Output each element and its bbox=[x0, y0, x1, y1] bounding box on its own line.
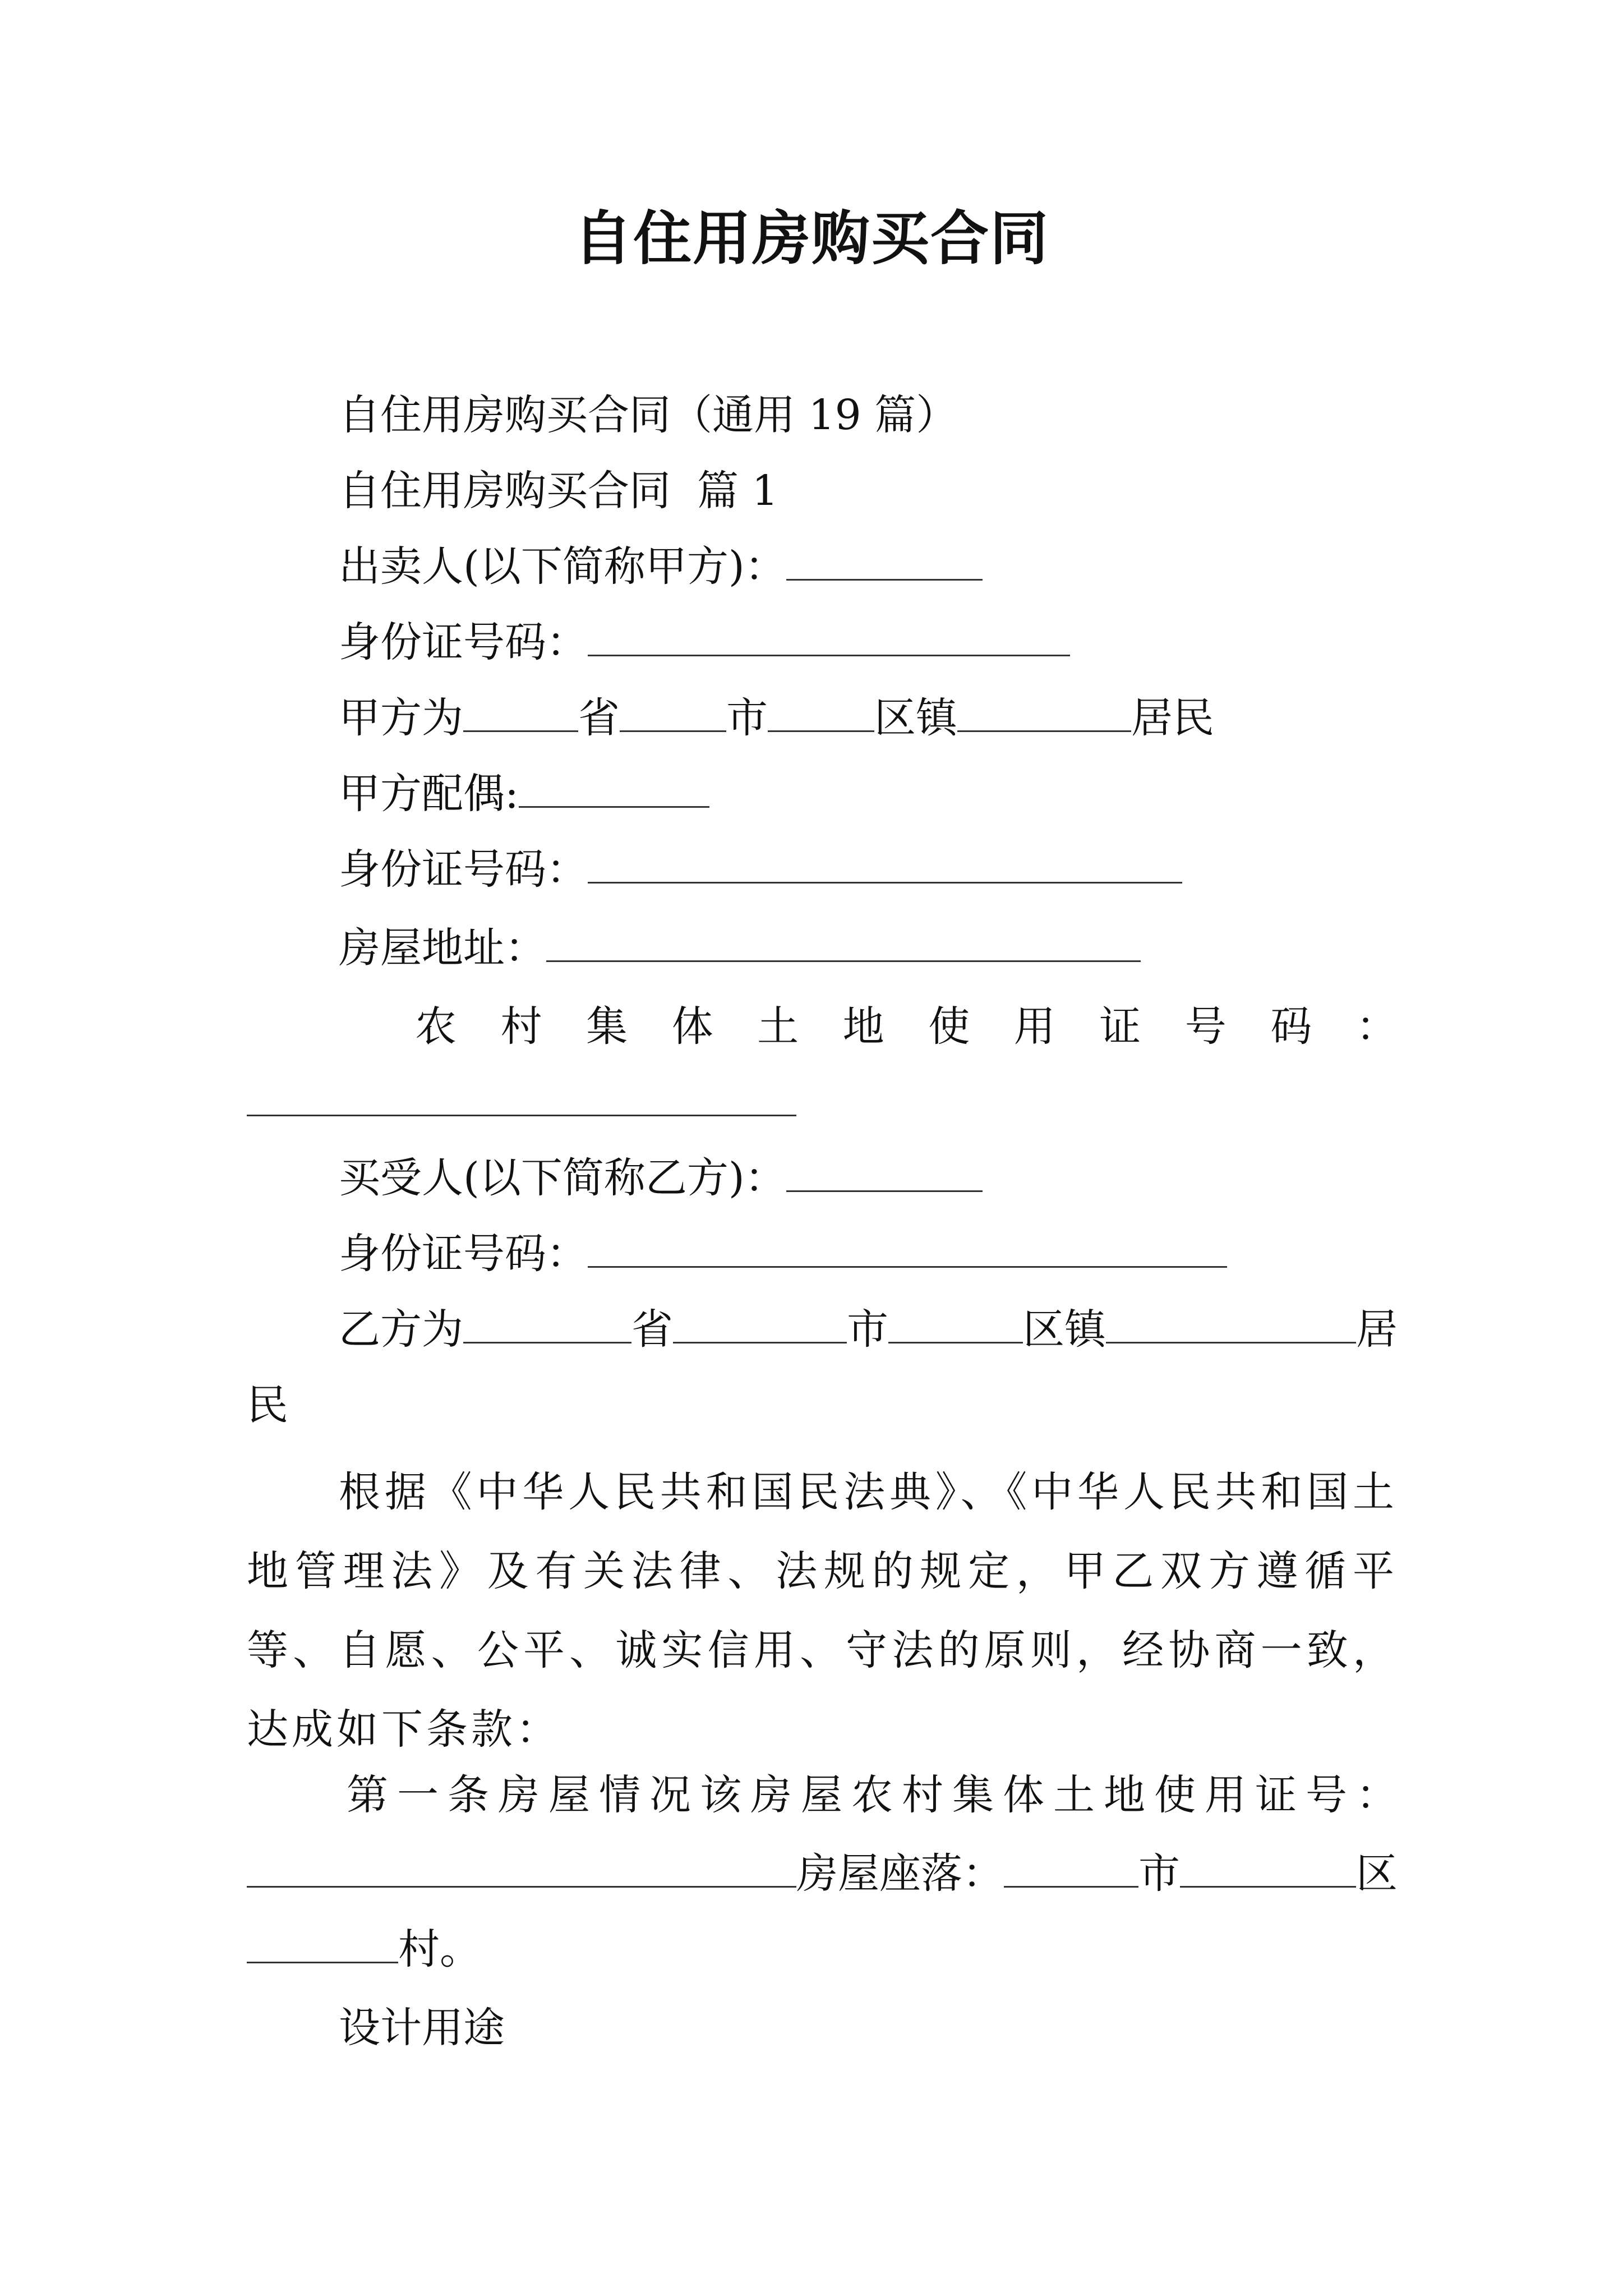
buyer-line bbox=[339, 1150, 983, 1206]
seller-label: 出卖人(以下简称甲方)： bbox=[339, 542, 786, 591]
spouse-label: 甲方配偶: bbox=[339, 770, 519, 818]
party-b-city-blank[interactable] bbox=[673, 1307, 847, 1343]
buyer-id-label: 身份证号码： bbox=[339, 1230, 588, 1278]
land-cert-char: ： bbox=[1355, 1002, 1398, 1051]
party-b-province-label: 省 bbox=[631, 1305, 673, 1354]
article1-cert-blank[interactable] bbox=[247, 1851, 796, 1888]
party-a-province-label: 省 bbox=[578, 694, 620, 742]
article1-district-blank[interactable] bbox=[1180, 1851, 1356, 1888]
seller-id-line bbox=[339, 614, 1070, 670]
party-b-province-blank[interactable] bbox=[463, 1307, 631, 1343]
party-a-district-blank[interactable] bbox=[768, 696, 874, 732]
spouse-line bbox=[339, 766, 709, 822]
house-address-label: 房屋地址： bbox=[339, 924, 546, 972]
house-address-line bbox=[339, 920, 1141, 976]
seller-line bbox=[339, 539, 983, 595]
party-a-town-blank[interactable] bbox=[957, 696, 1131, 732]
party-b-resident-label-1: 居 bbox=[1356, 1305, 1398, 1354]
party-b-district-blank[interactable] bbox=[888, 1307, 1023, 1343]
buyer-label: 买受人(以下简称乙方)： bbox=[339, 1154, 786, 1202]
land-cert-char: 农 bbox=[415, 1002, 457, 1051]
section-heading: 自住用房购买合同 篇 1 bbox=[339, 467, 778, 515]
buyer-id-blank[interactable] bbox=[588, 1231, 1227, 1268]
house-address-blank[interactable] bbox=[546, 926, 1141, 962]
article1-city-label: 市 bbox=[1138, 1849, 1180, 1898]
land-cert-number-blank[interactable] bbox=[247, 1080, 796, 1116]
land-cert-char: 码 bbox=[1270, 1002, 1312, 1051]
party-b-district-label: 区镇 bbox=[1023, 1305, 1106, 1354]
article1-village-label: 村。 bbox=[398, 1925, 481, 1973]
land-cert-char: 使 bbox=[928, 1002, 970, 1051]
land-cert-blank-line bbox=[247, 1074, 796, 1130]
spouse-id-label: 身份证号码： bbox=[339, 845, 588, 894]
seller-name-blank[interactable] bbox=[786, 544, 983, 581]
spouse-id-blank[interactable] bbox=[588, 847, 1182, 884]
seller-id-label: 身份证号码： bbox=[339, 618, 588, 666]
seller-id-blank[interactable] bbox=[588, 620, 1070, 656]
land-cert-char: 地 bbox=[842, 1002, 884, 1051]
party-a-city-blank[interactable] bbox=[620, 696, 726, 732]
party-b-location-line bbox=[339, 1301, 1398, 1358]
design-use-label: 设计用途 bbox=[339, 2004, 505, 2052]
party-a-district-label: 区镇 bbox=[874, 694, 957, 742]
spouse-name-blank[interactable] bbox=[519, 771, 709, 808]
article1-line1 bbox=[347, 1767, 1407, 1823]
party-a-resident-label: 居民 bbox=[1131, 694, 1214, 742]
article1-city-blank[interactable] bbox=[1004, 1851, 1138, 1888]
article1-location-label: 房屋座落： bbox=[796, 1849, 1004, 1898]
land-cert-char: 土 bbox=[757, 1002, 799, 1051]
party-b-resident-label-2: 民 bbox=[247, 1381, 288, 1429]
article1-village-blank[interactable] bbox=[247, 1927, 398, 1963]
land-cert-char: 用 bbox=[1013, 1002, 1055, 1051]
party-b-city-label: 市 bbox=[847, 1305, 888, 1354]
article1-district-label: 区 bbox=[1356, 1849, 1398, 1898]
preamble-paragraph: 根据《中华人民共和国民法典》、《中华人民共和国土地管理法》及有关法律、法规的规定，甲乙双方遵循平等、自愿、公平、诚实信用、守法的原则，经协商一致，达成如下条款： bbox=[247, 1468, 1398, 1754]
land-cert-char: 证 bbox=[1099, 1002, 1141, 1051]
spouse-id-line bbox=[339, 841, 1182, 898]
land-cert-char: 体 bbox=[671, 1002, 713, 1051]
party-b-prefix: 乙方为 bbox=[339, 1305, 463, 1354]
land-cert-char: 村 bbox=[500, 1002, 542, 1051]
article1-location-line bbox=[247, 1846, 1398, 1902]
party-a-prefix: 甲方为 bbox=[339, 694, 463, 742]
party-a-location-line bbox=[339, 690, 1214, 746]
buyer-id-line bbox=[339, 1226, 1227, 1282]
land-cert-char: 号 bbox=[1184, 1002, 1227, 1051]
article1-text: 第一条房屋情况该房屋农村集体土地使用证号： bbox=[347, 1771, 1407, 1819]
land-cert-char: 集 bbox=[586, 1002, 628, 1051]
party-a-province-blank[interactable] bbox=[463, 696, 578, 732]
buyer-name-blank[interactable] bbox=[786, 1156, 983, 1192]
party-a-city-label: 市 bbox=[726, 694, 768, 742]
document-title: 自住用房购买合同 bbox=[573, 204, 1049, 273]
land-cert-line bbox=[415, 999, 1398, 1055]
party-b-town-blank[interactable] bbox=[1106, 1307, 1356, 1343]
document-subtitle: 自住用房购买合同（通用 19 篇） bbox=[339, 391, 958, 439]
article1-village-line bbox=[247, 1921, 481, 1977]
